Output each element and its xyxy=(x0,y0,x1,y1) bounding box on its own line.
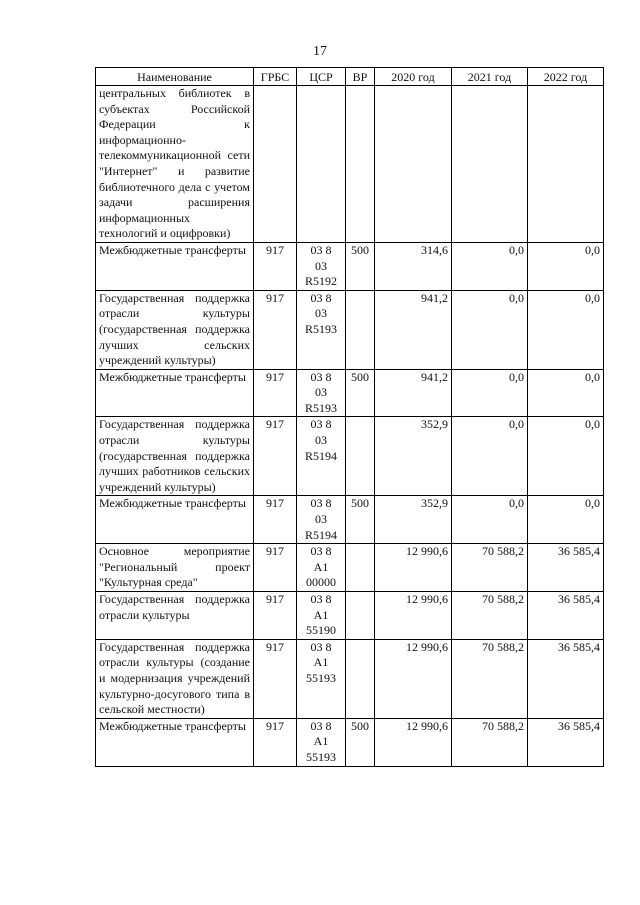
row-2020: 352,9 xyxy=(375,496,452,544)
row-2020: 12 990,6 xyxy=(375,718,452,766)
row-grbs: 917 xyxy=(254,369,297,417)
row-2021: 0,0 xyxy=(452,417,528,496)
row-2020: 12 990,6 xyxy=(375,592,452,640)
row-2022: 0,0 xyxy=(528,417,604,496)
header-grbs: ГРБС xyxy=(254,68,297,86)
row-2022: 0,0 xyxy=(528,496,604,544)
row-csr xyxy=(297,86,346,243)
page-number: 17 xyxy=(313,44,327,59)
table-row xyxy=(96,417,604,496)
row-csr: 03 8 03 R5193 xyxy=(297,369,346,417)
row-2020: 941,2 xyxy=(375,290,452,369)
row-2021: 0,0 xyxy=(452,242,528,290)
table-row xyxy=(96,496,604,544)
row-2022: 36 585,4 xyxy=(528,544,604,592)
table-row xyxy=(96,544,604,592)
row-csr: 03 8 A1 55190 xyxy=(297,592,346,640)
row-vr xyxy=(346,290,375,369)
header-name: Наименование xyxy=(96,68,254,86)
row-csr: 03 8 03 R5194 xyxy=(297,496,346,544)
row-csr: 03 8 A1 00000 xyxy=(297,544,346,592)
header-vr: ВР xyxy=(346,68,375,86)
row-2022: 0,0 xyxy=(528,290,604,369)
row-vr xyxy=(346,592,375,640)
row-grbs: 917 xyxy=(254,718,297,766)
row-2021: 70 588,2 xyxy=(452,592,528,640)
row-2021 xyxy=(452,86,528,243)
row-vr xyxy=(346,86,375,243)
row-name: центральных библиотек в субъектах Российской Федерации к информационно-телекоммуникационной сети "Интернет" и развитие библиотечного дела с учетом задачи расширения информационных технологий и оцифровки) xyxy=(96,86,254,243)
row-2020: 314,6 xyxy=(375,242,452,290)
row-2021: 0,0 xyxy=(452,369,528,417)
table-row xyxy=(96,242,604,290)
row-grbs xyxy=(254,86,297,243)
row-vr: 500 xyxy=(346,496,375,544)
row-2022: 36 585,4 xyxy=(528,639,604,718)
table-row xyxy=(96,369,604,417)
row-name: Государственная поддержка отрасли культуры (создание и модернизация учреждений культурно-досугового типа в сельской местности) xyxy=(96,639,254,718)
row-grbs: 917 xyxy=(254,242,297,290)
row-vr xyxy=(346,417,375,496)
row-name: Межбюджетные трансферты xyxy=(96,369,254,417)
row-2022: 36 585,4 xyxy=(528,592,604,640)
row-vr: 500 xyxy=(346,242,375,290)
table-row xyxy=(96,639,604,718)
row-grbs: 917 xyxy=(254,290,297,369)
row-vr xyxy=(346,639,375,718)
header-2021: 2021 год xyxy=(452,68,528,86)
row-2022: 0,0 xyxy=(528,369,604,417)
row-2020: 12 990,6 xyxy=(375,639,452,718)
table-header-row xyxy=(96,68,604,86)
row-csr: 03 8 03 R5194 xyxy=(297,417,346,496)
row-2021: 70 588,2 xyxy=(452,544,528,592)
header-2020: 2020 год xyxy=(375,68,452,86)
row-2021: 70 588,2 xyxy=(452,639,528,718)
row-name: Государственная поддержка отрасли культуры (государственная поддержка лучших сельских учреждений культуры) xyxy=(96,290,254,369)
row-2022: 0,0 xyxy=(528,242,604,290)
row-name: Государственная поддержка отрасли культуры (государственная поддержка лучших работников сельских учреждений культуры) xyxy=(96,417,254,496)
row-name: Основное мероприятие "Региональный проект "Культурная среда" xyxy=(96,544,254,592)
row-2020: 352,9 xyxy=(375,417,452,496)
row-2020: 12 990,6 xyxy=(375,544,452,592)
row-csr: 03 8 03 R5192 xyxy=(297,242,346,290)
row-vr xyxy=(346,544,375,592)
row-vr: 500 xyxy=(346,718,375,766)
row-2021: 70 588,2 xyxy=(452,718,528,766)
budget-table xyxy=(95,67,604,767)
row-2021: 0,0 xyxy=(452,496,528,544)
row-name: Межбюджетные трансферты xyxy=(96,242,254,290)
row-csr: 03 8 A1 55193 xyxy=(297,639,346,718)
header-2022: 2022 год xyxy=(528,68,604,86)
row-2021: 0,0 xyxy=(452,290,528,369)
row-name: Межбюджетные трансферты xyxy=(96,496,254,544)
row-name: Межбюджетные трансферты xyxy=(96,718,254,766)
row-grbs: 917 xyxy=(254,639,297,718)
row-2020: 941,2 xyxy=(375,369,452,417)
row-grbs: 917 xyxy=(254,496,297,544)
row-grbs: 917 xyxy=(254,417,297,496)
row-grbs: 917 xyxy=(254,592,297,640)
row-2022 xyxy=(528,86,604,243)
row-name: Государственная поддержка отрасли культуры xyxy=(96,592,254,640)
table-row xyxy=(96,290,604,369)
row-vr: 500 xyxy=(346,369,375,417)
row-2022: 36 585,4 xyxy=(528,718,604,766)
table-row xyxy=(96,86,604,243)
header-csr: ЦСР xyxy=(297,68,346,86)
row-csr: 03 8 A1 55193 xyxy=(297,718,346,766)
table-row xyxy=(96,592,604,640)
row-grbs: 917 xyxy=(254,544,297,592)
table-row xyxy=(96,718,604,766)
row-csr: 03 8 03 R5193 xyxy=(297,290,346,369)
row-2020 xyxy=(375,86,452,243)
